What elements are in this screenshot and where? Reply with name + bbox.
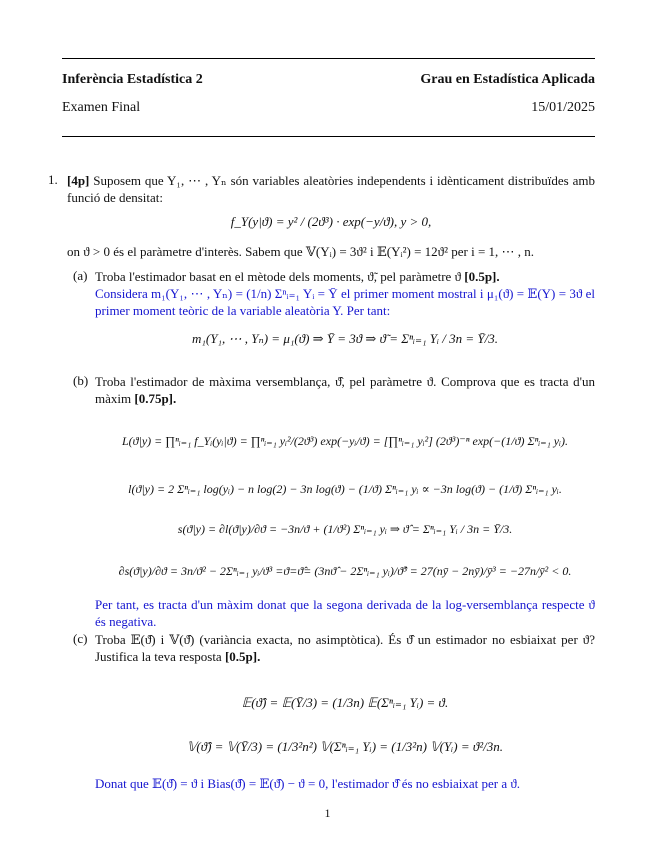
score-equation: s(ϑ|y) = ∂l(ϑ|y)/∂ϑ = −3n/ϑ + (1/ϑ²) Σⁿᵢ₌₁ yᵢ ⇒ ϑ̂ = Σⁿᵢ₌₁ Yᵢ / 3n = Ȳ/3. <box>177 522 513 536</box>
header-row-2 <box>62 100 595 116</box>
header-row-1 <box>62 72 595 88</box>
density-equation: f_Y(y|ϑ) = y² / (2ϑ³) · exp(−y/ϑ), y > 0, <box>230 214 432 229</box>
degree-title: Grau en Estadística Aplicada <box>420 72 595 87</box>
part-c-answer: Donat que 𝔼(ϑ̂) = ϑ i Bias(ϑ̂) = 𝔼(ϑ̂) − ϑ = 0, l'estimador ϑ̂ és no esbiaixat per a ϑ. <box>95 776 521 791</box>
part-a-answer: Considera m₁(Y₁, ⋯ , Yₙ) = (1/n) Σⁿᵢ₌₁ Yᵢ = Ȳ el primer moment mostral i μ₁(ϑ) = 𝔼(Y) = 3ϑ el primer moment teòric de la variable aleatòria Y. Per tant: <box>95 286 595 318</box>
expectation-equation: 𝔼(ϑ̂) = 𝔼(Ȳ/3) = (1/3n) 𝔼(Σⁿᵢ₌₁ Yᵢ) = ϑ. <box>241 695 449 710</box>
parameter-text: on ϑ > 0 és el paràmetre d'interès. Sabem que 𝕍(Yᵢ) = 3ϑ² i 𝔼(Yᵢ²) = 12ϑ² per i = 1, ⋯ , n. <box>67 244 535 259</box>
part-a-equation: m₁(Y₁, ⋯ , Yₙ) = μ₁(ϑ) ⇒ Ȳ = 3ϑ ⇒ ϑ̃ = Σⁿᵢ₌₁ Yᵢ / 3n = Ȳ/3. <box>191 331 498 346</box>
part-b-question <box>95 373 595 407</box>
part-b-label: (b) <box>73 373 89 388</box>
exam-date: 15/01/2025 <box>531 100 595 115</box>
part-c-question-text: Troba 𝔼(ϑ̂) i 𝕍(ϑ̂) (variància exacta, no asimptòtica). És ϑ̂ un estimador no esbiaixat per ϑ? Justifica la teva resposta <box>95 632 595 664</box>
question-intro-text: Suposem que Y₁, ⋯ , Yₙ són variables aleatòries independents i idènticament distribuïdes amb funció de densitat: <box>67 173 596 205</box>
top-rule <box>62 58 595 59</box>
part-c-points: [0.5p]. <box>224 649 261 664</box>
second-derivative-equation: ∂s(ϑ|y)/∂ϑ = 3n/ϑ² − 2Σⁿᵢ₌₁ yᵢ/ϑ³ =ϑ=ϑ̂= (3nϑ̂ − 2Σⁿᵢ₌₁ yᵢ)/ϑ̂³ = 27(nȳ − 2nȳ)/ȳ³ = −27n/ȳ² < 0. <box>118 564 572 578</box>
variance-equation: 𝕍(ϑ̂) = 𝕍(Ȳ/3) = (1/3²n²) 𝕍(Σⁿᵢ₌₁ Yᵢ) = (1/3²n) 𝕍(Yᵢ) = ϑ²/3n. <box>187 739 503 754</box>
page-number: 1 <box>324 806 331 820</box>
part-a-label: (a) <box>73 268 88 283</box>
part-b-question-text: Troba l'estimador de màxima versemblança, ϑ̂, pel paràmetre ϑ. Comprova que es tracta d'un màxim <box>95 374 595 406</box>
likelihood-equation: L(ϑ|y) = ∏ⁿᵢ₌₁ f_Yᵢ(yᵢ|ϑ) = ∏ⁿᵢ₌₁ yᵢ²/(2ϑ³) exp(−yᵢ/ϑ) = [∏ⁿᵢ₌₁ yᵢ²] (2ϑ³)⁻ⁿ exp(−(1/ϑ) Σⁿᵢ₌₁ yᵢ). <box>121 434 569 448</box>
part-a-points: [0.5p]. <box>464 269 500 284</box>
course-title: Inferència Estadística 2 <box>62 72 203 87</box>
question-points: [4p] <box>67 173 90 188</box>
part-c-label: (c) <box>73 631 88 646</box>
part-a-question <box>95 268 595 285</box>
part-b-answer: Per tant, es tracta d'un màxim donat que la segona derivada de la log-versemblança respecte ϑ és negativa. <box>95 597 595 629</box>
part-b-points: [0.75p]. <box>134 391 177 406</box>
part-a-question-text: Troba l'estimador basat en el mètode dels moments, ϑ̃, pel paràmetre ϑ <box>95 269 461 284</box>
question-intro <box>67 172 595 206</box>
log-likelihood-equation: l(ϑ|y) = 2 Σⁿᵢ₌₁ log(yᵢ) − n log(2) − 3n log(ϑ) − (1/ϑ) Σⁿᵢ₌₁ yᵢ ∝ −3n log(ϑ) − (1/ϑ) Σⁿᵢ₌₁ yᵢ. <box>128 482 562 496</box>
part-c-question <box>95 631 595 665</box>
exam-title: Examen Final <box>62 100 141 115</box>
header-rule <box>62 136 595 137</box>
question-number: 1. <box>48 172 58 187</box>
